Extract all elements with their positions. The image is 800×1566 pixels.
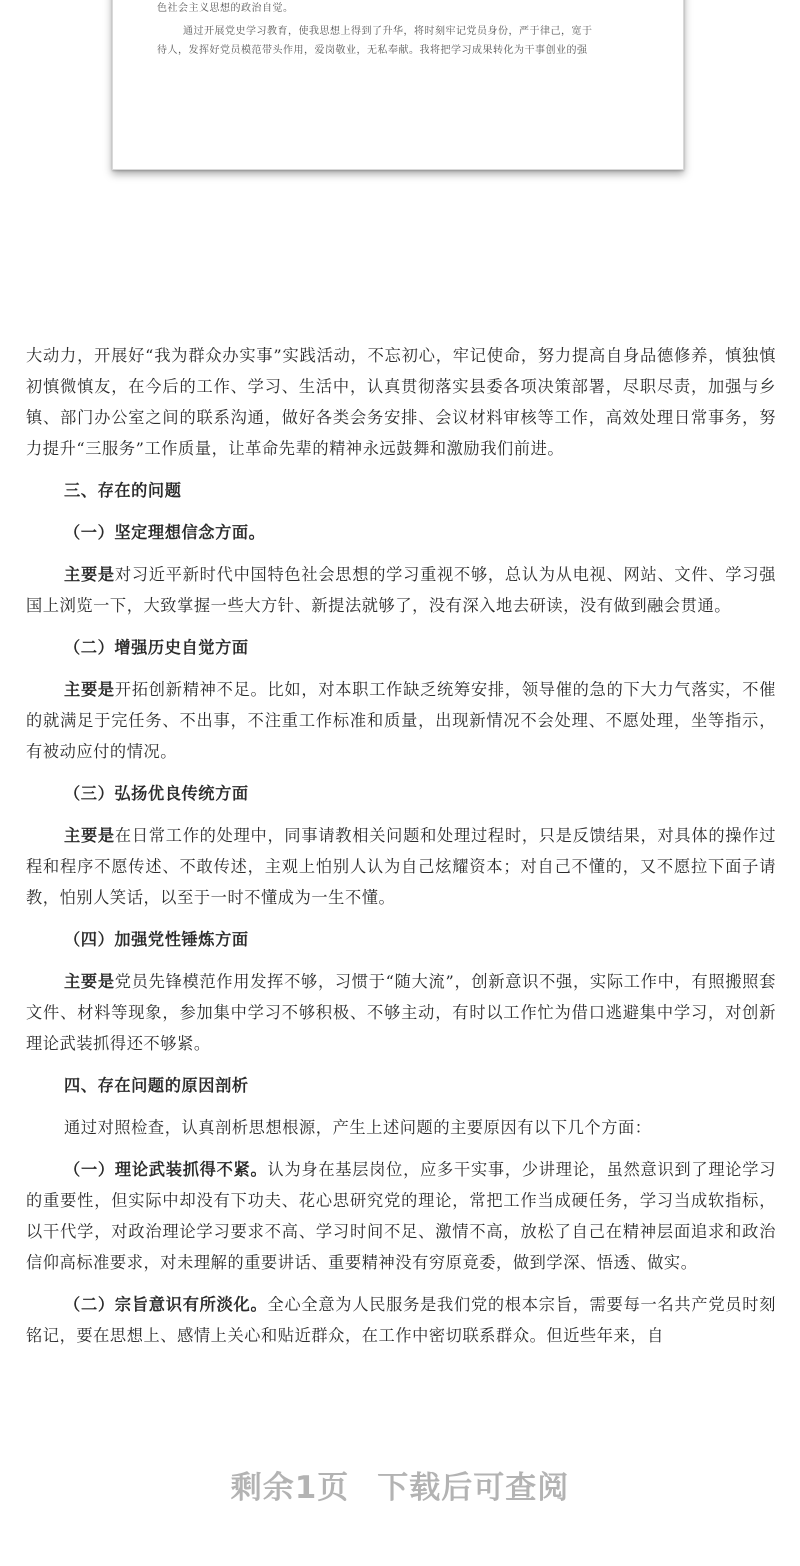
paragraph-text: 党员先锋模范作用发挥不够，习惯于“随大流”，创新意识不强，实际工作中，有照搬照套文件、材料等现象，参加集中学习不够积极、不够主动，有时以工作忙为借口逃避集中学习，对创新理论武装抓得还不够紧。: [26, 972, 776, 1053]
paragraph-party-spirit: [26, 966, 776, 1059]
lead-text: 主要是: [64, 565, 115, 584]
remaining-pages-label: 剩余1页: [230, 1470, 350, 1506]
download-to-view-label[interactable]: 下载后可查阅: [377, 1470, 570, 1506]
paragraph-causes-intro: 通过对照检查，认真剖析思想根源，产生上述问题的主要原因有以下几个方面：: [64, 1118, 652, 1137]
paragraph-text: 认为身在基层岗位，应多干实事，少讲理论，虽然意识到了理论学习的重要性，但实际中却没有下功夫、花心思研究党的理论，常把工作当成硬任务，学习当成软指标，以干代学，对政治理论学习要求不高、学习时间不足、激情不高，放松了自己在精神层面追求和政治信仰高标准要求，对未理解的重要讲话、重要精神没有穷原竟委，做到学深、悟透、做实。: [26, 1160, 777, 1272]
paragraph-purpose: [26, 1289, 776, 1351]
paragraph-history: [26, 674, 776, 767]
lead-text: （二）宗旨意识有所淡化。: [64, 1295, 268, 1314]
download-prompt[interactable]: [0, 1462, 800, 1507]
subheading-tradition: （三）弘扬优良传统方面: [64, 784, 249, 803]
paragraph-text: 对习近平新时代中国特色社会思想的学习重视不够，总认为从电视、网站、文件、学习强国上浏览一下，大致掌握一些大方针、新提法就够了，没有深入地去研读，没有做到融会贯通。: [26, 565, 776, 615]
paragraph-tradition: [26, 820, 776, 913]
paragraph-text: 全心全意为人民服务是我们党的根本宗旨，需要每一名共产党员时刻铭记，要在思想上、感情上关心和贴近群众，在工作中密切联系群众。但近些年来，自: [26, 1295, 777, 1345]
lead-text: （一）理论武装抓得不紧。: [64, 1160, 268, 1179]
preview-line-3: 待人，发挥好党员模范带头作用，爱岗敬业，无私奉献。我将把学习成果转化为干事创业的强: [157, 45, 588, 56]
page-preview-area: [0, 0, 800, 185]
intro-paragraph: 大动力，开展好“我为群众办实事”实践活动，不忘初心，牢记使命，努力提高自身品德修养，慎独慎初慎微慎友，在今后的工作、学习、生活中，认真贯彻落实县委各项决策部署，尽职尽责，加强与乡镇、部门办公室之间的联系沟通，做好各类会务安排、会议材料审核等工作，高效处理日常事务，努力提升“三服务”工作质量，让革命先辈的精神永远鼓舞和激励我们前进。: [26, 346, 776, 458]
lead-text: 主要是: [64, 826, 115, 845]
preview-line-2: 通过开展党史学习教育，使我思想上得到了升华，将时刻牢记党员身份，严于律己，宽于: [183, 26, 593, 37]
subheading-ideals: （一）坚定理想信念方面。: [64, 523, 266, 542]
lead-text: 主要是: [64, 680, 115, 699]
subheading-party-spirit: （四）加强党性锤炼方面: [64, 930, 249, 949]
section-heading-problems: 三、存在的问题: [64, 481, 182, 500]
paragraph-ideals: [26, 559, 776, 621]
preview-line-1: 色社会主义思想的政治自觉。: [157, 3, 294, 14]
lead-text: 主要是: [64, 972, 115, 991]
page-preview-card: [112, 0, 684, 170]
paragraph-theory: [26, 1154, 776, 1278]
subheading-history: （二）增强历史自觉方面: [64, 638, 249, 657]
paragraph-text: 在日常工作的处理中，同事请教相关问题和处理过程时，只是反馈结果，对具体的操作过程和程序不愿传述、不敢传述，主观上怕别人认为自己炫耀资本；对自己不懂的，又不愿拉下面子请教，怕别人笑话，以至于一时不懂成为一生不懂。: [26, 826, 776, 907]
document-body: [26, 340, 776, 1351]
section-heading-causes: 四、存在问题的原因剖析: [64, 1076, 249, 1095]
paragraph-text: 开拓创新精神不足。比如，对本职工作缺乏统筹安排，领导催的急的下大力气落实，不催的就满足于完任务、不出事，不注重工作标准和质量，出现新情况不会处理、不愿处理，坐等指示，有被动应付的情况。: [26, 680, 776, 761]
